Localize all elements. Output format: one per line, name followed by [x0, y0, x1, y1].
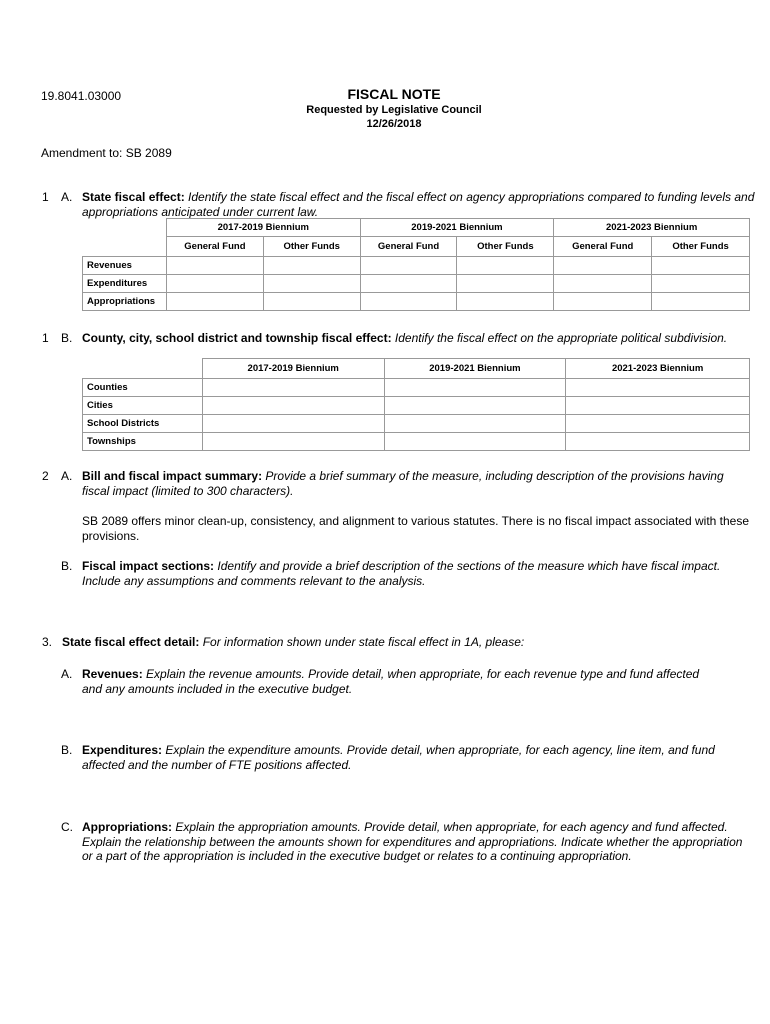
section-3c-letter: C. — [61, 820, 73, 834]
section-3-number: 3. — [42, 635, 53, 649]
table-cell — [202, 396, 384, 414]
table-cell — [457, 274, 554, 292]
page-title: FISCAL NOTE — [347, 86, 441, 102]
biennium-header: 2021-2023 Biennium — [566, 359, 750, 379]
section-1b-text — [82, 331, 742, 346]
document-number: 19.8041.03000 — [41, 89, 122, 103]
biennium-header: 2017-2019 Biennium — [166, 219, 360, 237]
table-cell — [360, 274, 457, 292]
table-cell — [202, 378, 384, 396]
table-cell — [202, 432, 384, 450]
table-cell — [554, 292, 652, 310]
table-cell — [384, 414, 566, 432]
table-cell — [360, 256, 457, 274]
table-cell — [566, 432, 750, 450]
section-3b-text — [82, 743, 747, 772]
row-label: Appropriations — [83, 292, 167, 310]
section-3b-instructions: Explain the expenditure amounts. Provide detail, when appropriate, for each agency, line item, and fund affected and the number of FTE positions affected. — [82, 743, 715, 772]
table-cell — [566, 396, 750, 414]
other-funds-header: Other Funds — [263, 237, 360, 257]
row-label: Counties — [83, 378, 203, 396]
section-3c-instructions: Explain the appropriation amounts. Provide detail, when appropriate, for each agency and fund affected. Explain the relationship between the amounts shown for expenditures and appropriations. Indicate whether the appropriation or a part of the appropriation is included in the executive budget or relates to a continuing appropriation. — [82, 820, 743, 863]
biennium-header: 2019-2021 Biennium — [360, 219, 554, 237]
table-cell — [360, 292, 457, 310]
section-2b-heading: Fiscal impact sections: — [82, 559, 215, 573]
table-cell — [263, 274, 360, 292]
general-fund-header: General Fund — [166, 237, 263, 257]
table-cell — [384, 432, 566, 450]
section-3a-heading: Revenues: — [82, 667, 143, 681]
section-3a-text — [82, 667, 722, 696]
table-cell — [566, 414, 750, 432]
section-1b-letter: B. — [61, 331, 73, 345]
table-cell — [166, 274, 263, 292]
section-3a-letter: A. — [61, 667, 73, 681]
table-row — [83, 432, 750, 450]
table-row — [83, 414, 750, 432]
table-cell — [566, 378, 750, 396]
other-funds-header: Other Funds — [457, 237, 554, 257]
section-2a-number: 2 — [42, 469, 49, 483]
row-label: Revenues — [83, 256, 167, 274]
table-cell — [384, 378, 566, 396]
section-1a-heading: State fiscal effect: — [82, 190, 185, 204]
section-2b-text — [82, 559, 742, 588]
section-1a-letter: A. — [61, 190, 73, 204]
section-2a-letter: A. — [61, 469, 73, 483]
table-row — [83, 378, 750, 396]
political-subdivision-table — [82, 358, 750, 451]
table-cell — [652, 256, 750, 274]
section-3-instructions: For information shown under state fiscal effect in 1A, please: — [199, 635, 525, 649]
table-cell — [166, 292, 263, 310]
table-row — [83, 274, 750, 292]
bill-summary-text: SB 2089 offers minor clean-up, consistency, and alignment to various statutes. There is no fiscal impact associated with these provisions. — [82, 514, 750, 543]
table-row — [83, 292, 750, 310]
section-2b-letter: B. — [61, 559, 73, 573]
biennium-header: 2017-2019 Biennium — [202, 359, 384, 379]
section-3b-letter: B. — [61, 743, 73, 757]
section-3b-heading: Expenditures: — [82, 743, 163, 757]
table-cell — [263, 292, 360, 310]
amendment-line: Amendment to: SB 2089 — [41, 146, 172, 160]
general-fund-header: General Fund — [554, 237, 652, 257]
general-fund-header: General Fund — [360, 237, 457, 257]
other-funds-header: Other Funds — [652, 237, 750, 257]
biennium-header: 2021-2023 Biennium — [554, 219, 750, 237]
section-3a-instructions: Explain the revenue amounts. Provide detail, when appropriate, for each revenue type and fund affected and any amounts included in the executive budget. — [82, 667, 700, 696]
section-1a-number: 1 — [42, 190, 49, 204]
row-label: Expenditures — [83, 274, 167, 292]
row-label: School Districts — [83, 414, 203, 432]
biennium-header: 2019-2021 Biennium — [384, 359, 566, 379]
table-cell — [652, 292, 750, 310]
section-3c-heading: Appropriations: — [82, 820, 172, 834]
table-row — [83, 396, 750, 414]
row-label: Cities — [83, 396, 203, 414]
section-1b-heading: County, city, school district and township fiscal effect: — [82, 331, 392, 345]
section-1a-text — [82, 190, 757, 219]
note-date: 12/26/2018 — [366, 118, 422, 130]
table-cell — [202, 414, 384, 432]
row-label: Townships — [83, 432, 203, 450]
section-3-text — [62, 635, 742, 650]
table-cell — [166, 256, 263, 274]
section-2a-instructions: Provide a brief summary of the measure, including description of the provisions having fiscal impact (limited to 300 characters). — [82, 469, 724, 498]
table-cell — [457, 292, 554, 310]
section-1b-number: 1 — [42, 331, 49, 345]
table-cell — [457, 256, 554, 274]
section-1a-instructions: Identify the state fiscal effect and the fiscal effect on agency appropriations compared to funding levels and appropriations anticipated under current law. — [82, 190, 755, 219]
state-fiscal-effect-table — [82, 218, 750, 311]
table-row — [83, 256, 750, 274]
table-cell — [652, 274, 750, 292]
table-cell — [384, 396, 566, 414]
section-1b-instructions: Identify the fiscal effect on the appropriate political subdivision. — [391, 331, 728, 345]
requested-by: Requested by Legislative Council — [306, 104, 482, 116]
section-2b-instructions: Identify and provide a brief description of the sections of the measure which have fiscal impact. Include any assumptions and comments relevant to the analysis. — [82, 559, 721, 588]
section-3-heading: State fiscal effect detail: — [62, 635, 200, 649]
section-3c-text — [82, 820, 754, 864]
table-cell — [554, 256, 652, 274]
table-cell — [554, 274, 652, 292]
section-2a-text — [82, 469, 742, 498]
section-2a-heading: Bill and fiscal impact summary: — [82, 469, 263, 483]
table-cell — [263, 256, 360, 274]
